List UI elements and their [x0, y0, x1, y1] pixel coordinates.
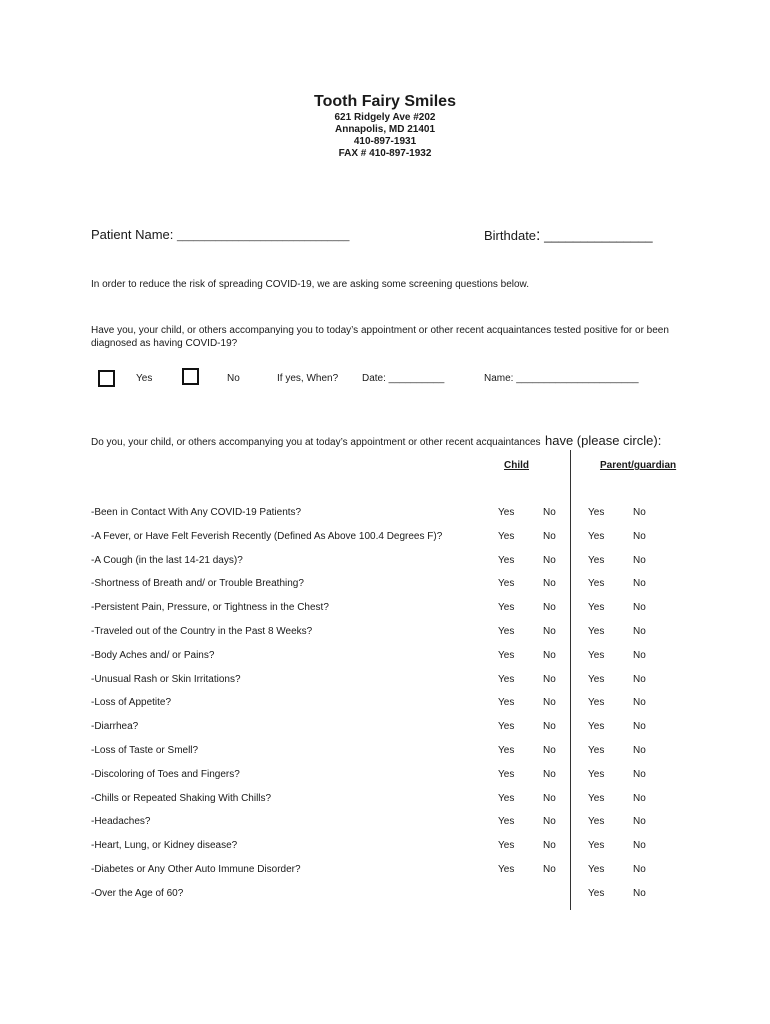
practice-header — [0, 92, 770, 160]
symptom-label: -A Cough (in the last 14-21 days)? — [91, 555, 243, 566]
child-no-option[interactable]: No — [543, 697, 556, 708]
exposure-date-field[interactable]: Date: __________ — [362, 373, 445, 384]
exposure-name-field[interactable]: Name: ______________________ — [484, 373, 639, 384]
symptom-label: -A Fever, or Have Felt Feverish Recently (Defined As Above 100.4 Degrees F)? — [91, 531, 443, 542]
if-yes-label: If yes, When? — [277, 373, 339, 384]
symptom-label: -Body Aches and/ or Pains? — [91, 650, 215, 661]
parent-no-option[interactable]: No — [633, 650, 646, 661]
no-label: No — [227, 373, 240, 384]
column-divider — [570, 450, 571, 910]
birthdate-colon: : — [536, 227, 541, 244]
symptom-label: -Loss of Appetite? — [91, 697, 172, 708]
symptom-label: -Persistent Pain, Pressure, or Tightness in the Chest? — [91, 602, 329, 613]
parent-yes-option[interactable]: Yes — [588, 507, 605, 518]
child-no-option[interactable]: No — [543, 816, 556, 827]
parent-no-option[interactable]: No — [633, 697, 646, 708]
practice-name: Tooth Fairy Smiles — [314, 93, 456, 110]
patient-name-field[interactable] — [91, 227, 349, 242]
child-no-option[interactable]: No — [543, 531, 556, 542]
parent-yes-option[interactable]: Yes — [588, 674, 605, 685]
parent-no-option[interactable]: No — [633, 531, 646, 542]
child-yes-option[interactable]: Yes — [498, 816, 515, 827]
patient-name-blank[interactable]: _______________________________ — [177, 231, 350, 242]
parent-yes-option[interactable]: Yes — [588, 769, 605, 780]
symptom-label: -Chills or Repeated Shaking With Chills? — [91, 793, 272, 804]
child-yes-option[interactable]: Yes — [498, 721, 515, 732]
parent-yes-option[interactable]: Yes — [588, 626, 605, 637]
parent-yes-option[interactable]: Yes — [588, 816, 605, 827]
child-no-option[interactable]: No — [543, 650, 556, 661]
question2-emphasis: have (please circle): — [544, 433, 662, 448]
parent-no-option[interactable]: No — [633, 674, 646, 685]
child-no-option[interactable]: No — [543, 864, 556, 875]
parent-yes-option[interactable]: Yes — [588, 578, 605, 589]
parent-no-option[interactable]: No — [633, 888, 646, 899]
parent-no-option[interactable]: No — [633, 721, 646, 732]
symptom-label: -Over the Age of 60? — [91, 888, 184, 899]
symptom-label: -Headaches? — [91, 816, 151, 827]
child-no-option[interactable]: No — [543, 602, 556, 613]
child-no-option[interactable]: No — [543, 626, 556, 637]
child-yes-option[interactable]: Yes — [498, 697, 515, 708]
parent-yes-option[interactable]: Yes — [588, 864, 605, 875]
parent-yes-option[interactable]: Yes — [588, 793, 605, 804]
child-no-option[interactable]: No — [543, 674, 556, 685]
question1-line2: diagnosed as having COVID-19? — [91, 338, 238, 349]
question1-line1: Have you, your child, or others accompanying you to today’s appointment or other recent acquaintances tested positive for or been — [91, 325, 669, 336]
child-yes-option[interactable]: Yes — [498, 626, 515, 637]
parent-no-option[interactable]: No — [633, 555, 646, 566]
symptom-label: -Unusual Rash or Skin Irritations? — [91, 674, 241, 685]
child-no-option[interactable]: No — [543, 840, 556, 851]
parent-no-option[interactable]: No — [633, 626, 646, 637]
birthdate-field[interactable] — [484, 227, 653, 245]
parent-no-option[interactable]: No — [633, 840, 646, 851]
child-yes-option[interactable]: Yes — [498, 602, 515, 613]
child-yes-option[interactable]: Yes — [498, 769, 515, 780]
symptom-label: -Diabetes or Any Other Auto Immune Disorder? — [91, 864, 301, 875]
birthdate-label: Birthdate — [484, 228, 537, 243]
question2-text — [91, 432, 661, 450]
parent-yes-option[interactable]: Yes — [588, 555, 605, 566]
parent-no-option[interactable]: No — [633, 745, 646, 756]
parent-no-option[interactable]: No — [633, 602, 646, 613]
child-no-option[interactable]: No — [543, 507, 556, 518]
fax-number: FAX # 410-897-1932 — [338, 148, 432, 159]
column-header-parent: Parent/guardian — [600, 460, 677, 471]
child-no-option[interactable]: No — [543, 555, 556, 566]
parent-no-option[interactable]: No — [633, 793, 646, 804]
symptom-label: -Traveled out of the Country in the Past 8 Weeks? — [91, 626, 313, 637]
child-yes-option[interactable]: Yes — [498, 531, 515, 542]
phone-number: 410-897-1931 — [353, 136, 417, 147]
child-no-option[interactable]: No — [543, 578, 556, 589]
child-yes-option[interactable]: Yes — [498, 507, 515, 518]
parent-yes-option[interactable]: Yes — [588, 840, 605, 851]
yes-label: Yes — [136, 373, 153, 384]
symptom-label: -Been in Contact With Any COVID-19 Patients? — [91, 507, 302, 518]
parent-yes-option[interactable]: Yes — [588, 745, 605, 756]
child-no-option[interactable]: No — [543, 721, 556, 732]
parent-yes-option[interactable]: Yes — [588, 888, 605, 899]
birthdate-blank[interactable]: _______________ — [544, 228, 653, 243]
symptom-label: -Loss of Taste or Smell? — [91, 745, 199, 756]
child-yes-option[interactable]: Yes — [498, 840, 515, 851]
child-yes-option[interactable]: Yes — [498, 864, 515, 875]
address-line-1: 621 Ridgely Ave #202 — [334, 112, 436, 123]
parent-yes-option[interactable]: Yes — [588, 531, 605, 542]
parent-no-option[interactable]: No — [633, 864, 646, 875]
child-yes-option[interactable]: Yes — [498, 793, 515, 804]
symptom-label: -Diarrhea? — [91, 721, 139, 732]
symptom-label: -Heart, Lung, or Kidney disease? — [91, 840, 238, 851]
parent-no-option[interactable]: No — [633, 816, 646, 827]
patient-name-label: Patient Name: — [91, 227, 174, 242]
parent-no-option[interactable]: No — [633, 769, 646, 780]
column-header-child: Child — [504, 460, 529, 471]
child-yes-option[interactable]: Yes — [498, 650, 515, 661]
parent-yes-option[interactable]: Yes — [588, 721, 605, 732]
parent-yes-option[interactable]: Yes — [588, 697, 605, 708]
child-yes-option[interactable]: Yes — [498, 578, 515, 589]
symptom-label: -Shortness of Breath and/ or Trouble Breathing? — [91, 578, 304, 589]
symptom-label: -Discoloring of Toes and Fingers? — [91, 769, 240, 780]
child-no-option[interactable]: No — [543, 769, 556, 780]
no-checkbox[interactable] — [182, 368, 199, 385]
intro-text: In order to reduce the risk of spreading COVID-19, we are asking some screening questions below. — [91, 279, 530, 290]
parent-no-option[interactable]: No — [633, 507, 646, 518]
parent-no-option[interactable]: No — [633, 578, 646, 589]
child-yes-option[interactable]: Yes — [498, 555, 515, 566]
yes-checkbox[interactable] — [98, 370, 115, 387]
child-no-option[interactable]: No — [543, 745, 556, 756]
child-no-option[interactable]: No — [543, 793, 556, 804]
child-yes-option[interactable]: Yes — [498, 674, 515, 685]
question2-main: Do you, your child, or others accompanying you at today’s appointment or other recent acquaintances — [91, 437, 541, 448]
address-line-2: Annapolis, MD 21401 — [334, 124, 436, 135]
parent-yes-option[interactable]: Yes — [588, 650, 605, 661]
child-yes-option[interactable]: Yes — [498, 745, 515, 756]
parent-yes-option[interactable]: Yes — [588, 602, 605, 613]
